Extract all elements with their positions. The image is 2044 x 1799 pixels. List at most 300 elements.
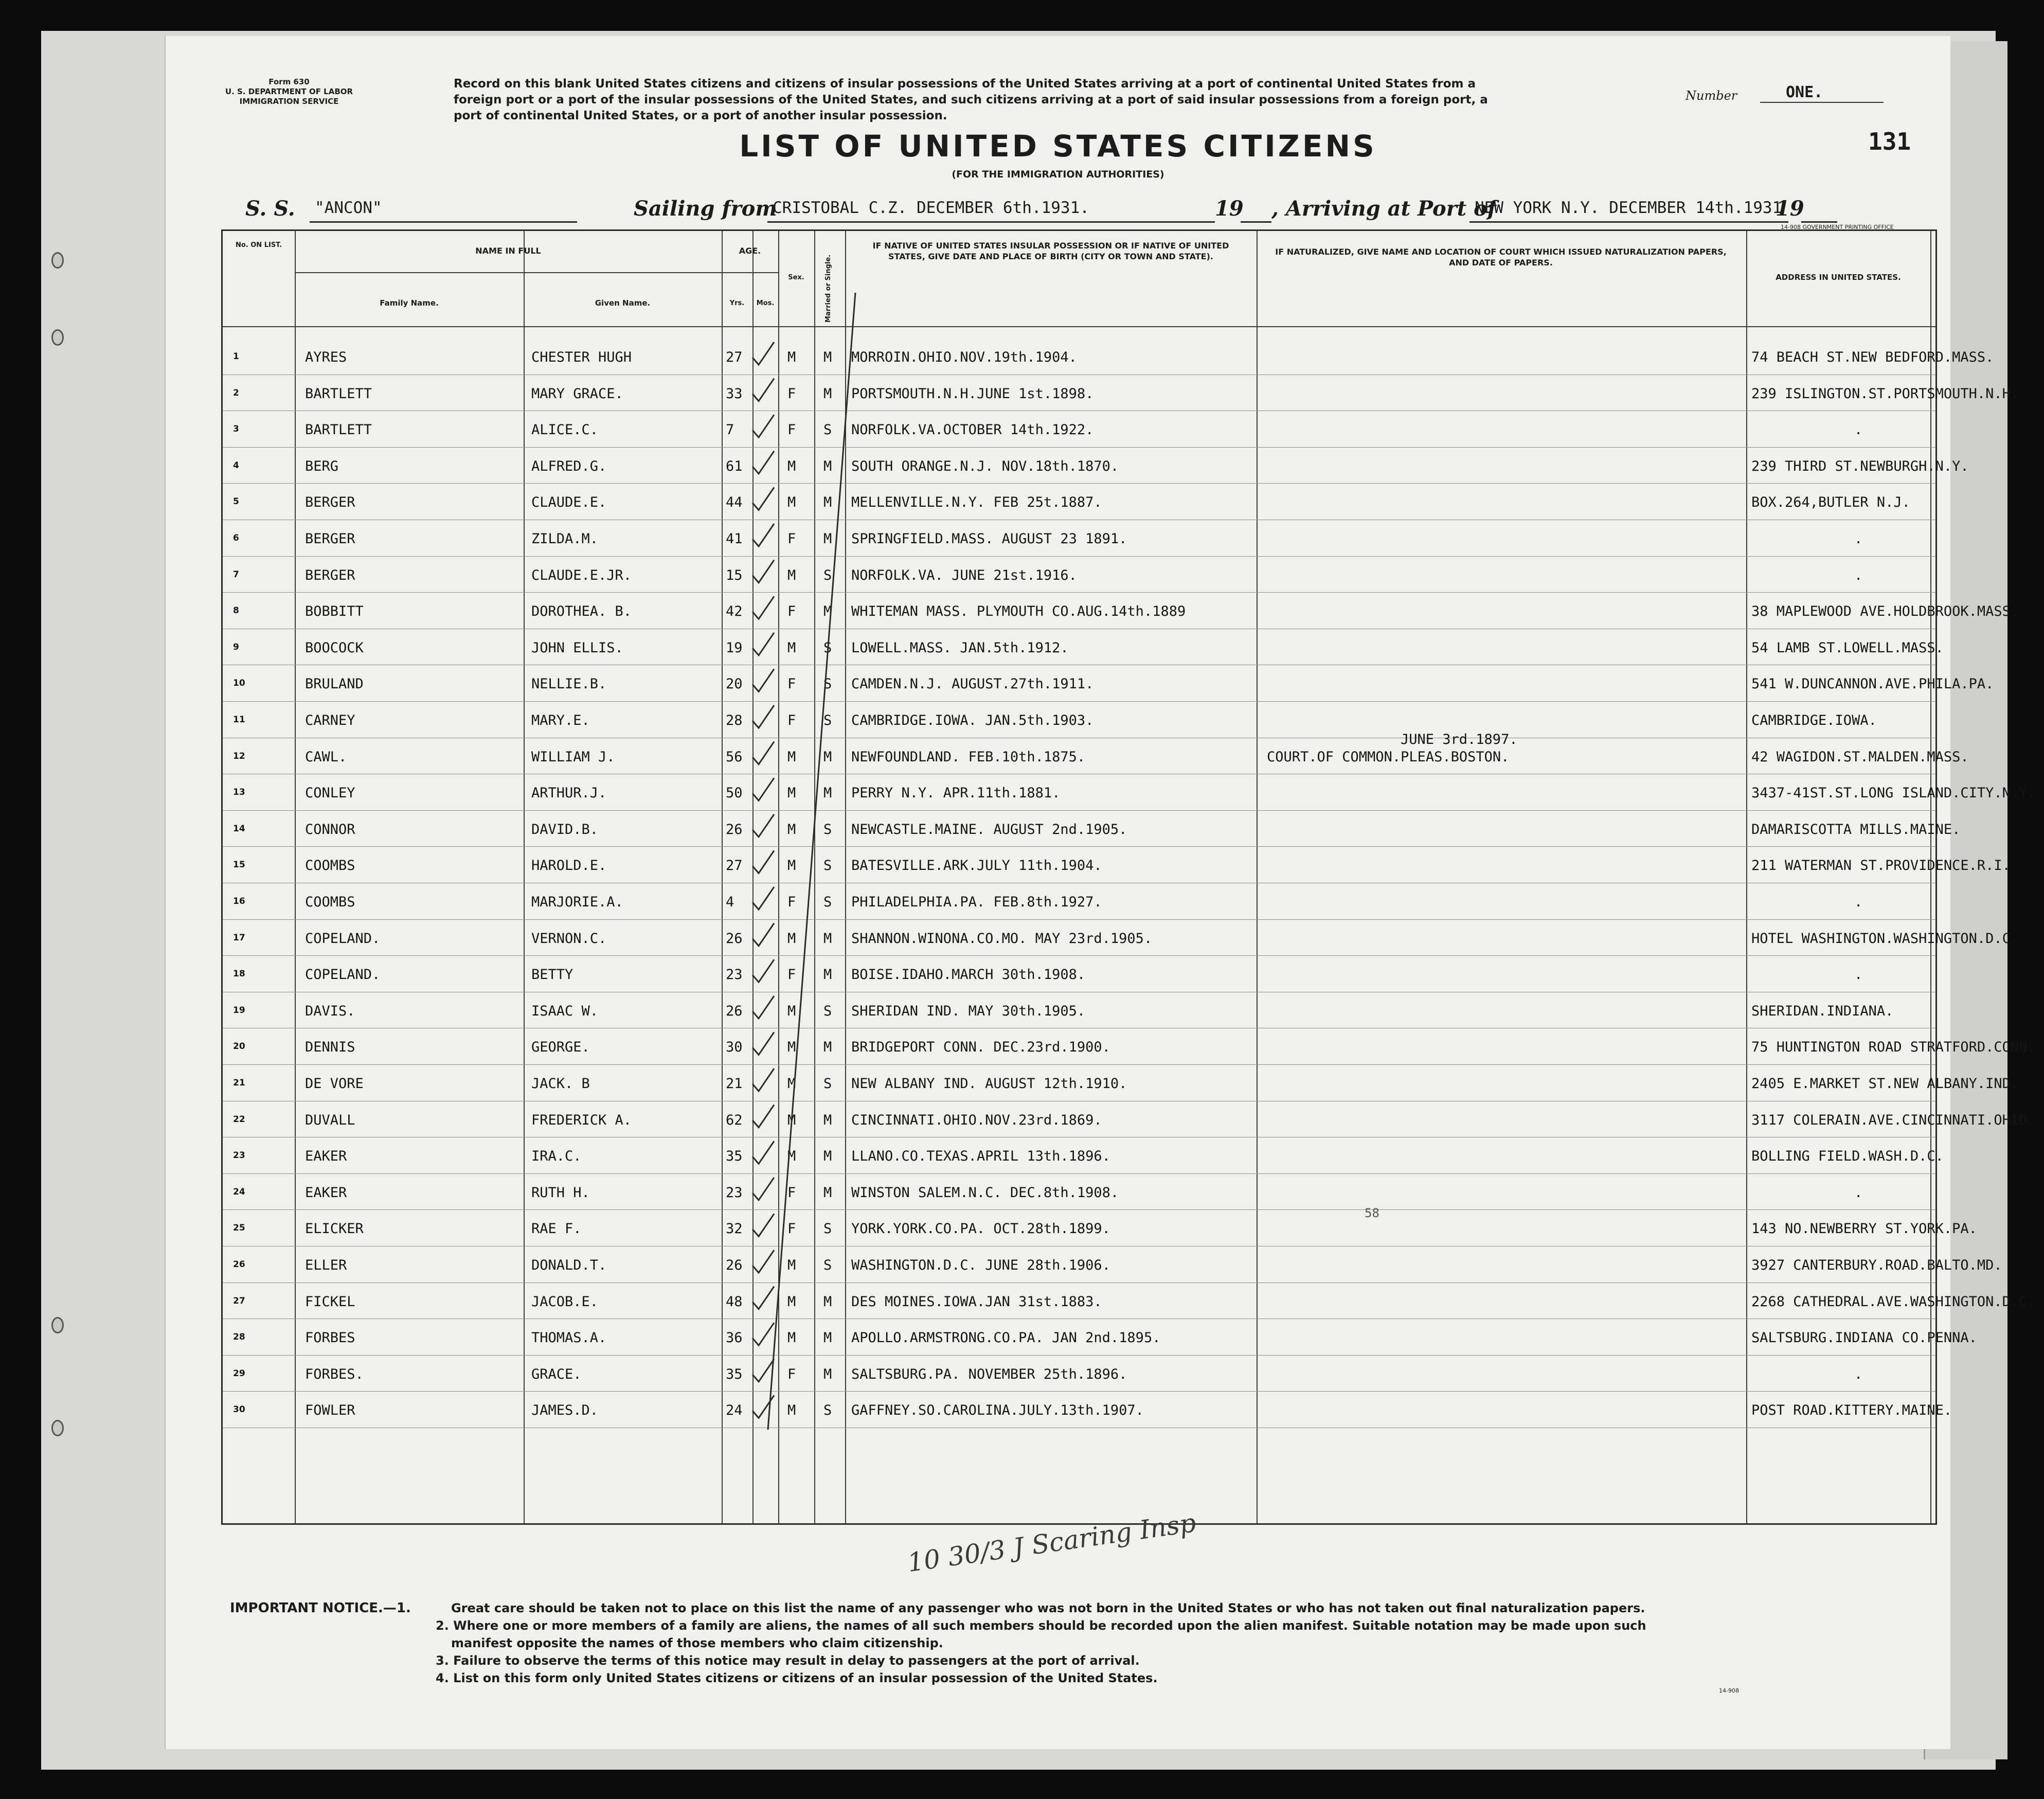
- page-subtitle: (FOR THE IMMIGRATION AUTHORITIES): [952, 169, 1164, 180]
- sex: F: [787, 1184, 796, 1201]
- table-row: [223, 956, 1935, 992]
- punch-hole: [51, 252, 64, 269]
- punch-hole: [51, 329, 64, 346]
- address: 541 W.DUNCANNON.AVE.PHILA.PA.: [1751, 676, 1994, 692]
- birth-place-date: SALTSBURG.PA. NOVEMBER 25th.1896.: [851, 1366, 1127, 1382]
- age-years: 4: [726, 894, 734, 910]
- table-row: [223, 993, 1935, 1029]
- sex: M: [787, 494, 796, 511]
- family-name: COPELAND.: [305, 967, 381, 983]
- age-years: 23: [726, 967, 743, 983]
- age-years: 30: [726, 1039, 743, 1056]
- address: .: [1854, 531, 1863, 547]
- marital-status: S: [823, 894, 832, 910]
- notice-item: 4. List on this form only United States citizens or citizens of an insular possession of the United States.: [436, 1671, 1158, 1685]
- birth-place-date: WHITEMAN MASS. PLYMOUTH CO.AUG.14th.1889: [851, 603, 1186, 620]
- birth-place-date: PHILADELPHIA.PA. FEB.8th.1927.: [851, 894, 1102, 910]
- birth-place-date: MORROIN.OHIO.NOV.19th.1904.: [851, 349, 1077, 365]
- marital-status: M: [823, 1148, 832, 1165]
- sex: M: [787, 930, 796, 947]
- marital-status: M: [823, 1184, 832, 1201]
- table-row: [223, 1392, 1952, 1428]
- family-name: BERGER: [305, 494, 355, 511]
- birth-place-date: NEWFOUNDLAND. FEB.10th.1875.: [851, 749, 1086, 765]
- header-address: ADDRESS IN UNITED STATES.: [1776, 273, 1901, 282]
- row-rule: [223, 955, 1935, 956]
- header-age: AGE.: [739, 246, 761, 256]
- row-number: 7: [233, 569, 239, 580]
- marital-status: S: [823, 821, 832, 838]
- birth-place-date: SPRINGFIELD.MASS. AUGUST 23 1891.: [851, 531, 1127, 547]
- table-row: [223, 1138, 1944, 1174]
- age-years: 26: [726, 930, 743, 947]
- family-name: CONLEY: [305, 785, 355, 801]
- row-number: 6: [233, 533, 239, 543]
- given-name: BETTY: [531, 967, 573, 983]
- given-name: NELLIE.B.: [531, 676, 607, 692]
- row-number: 18: [233, 969, 245, 979]
- row-number: 29: [233, 1368, 245, 1379]
- given-name: DAVID.B.: [531, 821, 599, 838]
- sex: F: [787, 531, 796, 547]
- table-row: [223, 1356, 1935, 1392]
- given-name: ARTHUR.J.: [531, 785, 607, 801]
- row-rule: [223, 810, 1935, 811]
- age-years: 41: [726, 531, 743, 547]
- birth-place-date: GAFFNEY.SO.CAROLINA.JULY.13th.1907.: [851, 1402, 1144, 1419]
- given-name: MARJORIE.A.: [531, 894, 623, 910]
- form-identifier: [212, 77, 366, 106]
- given-name: GEORGE.: [531, 1039, 590, 1056]
- form-number: Form 630: [268, 77, 310, 86]
- print-code: 14-908 GOVERNMENT PRINTING OFFICE: [1781, 224, 1894, 230]
- sex: M: [787, 1330, 796, 1346]
- row-number: 1: [233, 351, 239, 362]
- number-underline: [1760, 102, 1884, 103]
- family-name: COOMBS: [305, 894, 355, 910]
- header-marital: Married or Single.: [824, 254, 832, 323]
- family-name: ELICKER: [305, 1221, 364, 1237]
- row-number: 20: [233, 1041, 245, 1052]
- table-row: [223, 884, 1935, 920]
- sailing-from: CRISTOBAL C.Z. DECEMBER 6th.1931.: [773, 199, 1089, 217]
- sex: F: [787, 1221, 796, 1237]
- sex: F: [787, 894, 796, 910]
- given-name: RUTH H.: [531, 1184, 590, 1201]
- table-row: [223, 593, 2019, 629]
- sex: F: [787, 385, 796, 402]
- family-name: CAWL.: [305, 749, 347, 765]
- sailing-label: Sailing from: [634, 197, 777, 221]
- birth-place-date: NEWCASTLE.MAINE. AUGUST 2nd.1905.: [851, 821, 1127, 838]
- table-row: [223, 702, 1935, 738]
- given-name: GRACE.: [531, 1366, 582, 1382]
- family-name: BRULAND: [305, 676, 364, 692]
- family-name: DENNIS: [305, 1039, 355, 1056]
- address: .: [1854, 567, 1863, 583]
- birth-place-date: LLANO.CO.TEXAS.APRIL 13th.1896.: [851, 1148, 1110, 1165]
- header-yrs: Yrs.: [729, 299, 745, 307]
- row-rule: [223, 1391, 1935, 1392]
- table-row: [223, 557, 1935, 593]
- birth-place-date: NORFOLK.VA. JUNE 21st.1916.: [851, 567, 1077, 583]
- birth-place-date: CAMBRIDGE.IOWA. JAN.5th.1903.: [851, 713, 1094, 728]
- row-number: 3: [233, 424, 239, 435]
- sex: M: [787, 1076, 796, 1092]
- ship-name: "ANCON": [315, 199, 382, 217]
- table-row: [223, 731, 1969, 775]
- inspector-signature: 10 30/3 J Scaring Insp: [905, 1507, 1198, 1578]
- birth-place-date: MELLENVILLE.N.Y. FEB 25t.1887.: [851, 494, 1102, 511]
- address: 239 ISLINGTON.ST.PORTSMOUTH.N.H.: [1751, 385, 2019, 402]
- row-number: 10: [233, 678, 245, 689]
- family-name: EAKER: [305, 1184, 347, 1201]
- family-name: BARTLETT: [305, 385, 372, 402]
- given-name: VERNON.C.: [531, 930, 607, 947]
- family-name: CARNEY: [305, 713, 355, 728]
- header-birth: IF NATIVE OF UNITED STATES INSULAR POSSESSION OR IF NATIVE OF UNITED STATES, GIVE DATE AND PLACE OF BIRTH (CITY OR TOWN AND STATE).: [872, 241, 1229, 261]
- address: .: [1854, 894, 1863, 910]
- marital-status: S: [823, 1257, 832, 1273]
- marital-status: M: [823, 1330, 832, 1346]
- family-name: FORBES: [305, 1330, 355, 1346]
- row-rule: [223, 483, 1935, 484]
- address: 54 LAMB ST.LOWELL.MASS.: [1751, 639, 1944, 656]
- row-number: 25: [233, 1223, 245, 1234]
- age-years: 42: [726, 603, 743, 620]
- service: IMMIGRATION SERVICE: [239, 97, 339, 106]
- family-name: EAKER: [305, 1148, 347, 1165]
- age-years: 7: [726, 422, 734, 438]
- marital-status: S: [823, 1221, 832, 1237]
- row-rule: [223, 556, 1935, 557]
- row-rule: [223, 919, 1935, 920]
- sex: F: [787, 1366, 796, 1382]
- year-underline: [1801, 221, 1837, 223]
- sex: M: [787, 785, 796, 801]
- birth-place-date: SOUTH ORANGE.N.J. NOV.18th.1870.: [851, 458, 1119, 474]
- row-number: 5: [233, 496, 239, 507]
- notice-item: 2. Where one or more members of a family are aliens, the names of all such members should be recorded upon the alien manifest. Suitable notation may be made upon such: [436, 1618, 1646, 1633]
- birth-place-date: BRIDGEPORT CONN. DEC.23rd.1900.: [851, 1039, 1110, 1056]
- address: .: [1854, 967, 1863, 983]
- address: 3927 CANTERBURY.ROAD.BALTO.MD.: [1751, 1257, 2002, 1273]
- age-years: 27: [726, 349, 743, 365]
- table-row: [223, 666, 1994, 702]
- family-name: COOMBS: [305, 858, 355, 874]
- given-name: CLAUDE.E.JR.: [531, 567, 632, 583]
- age-years: 48: [726, 1293, 743, 1310]
- given-name: THOMAS.A.: [531, 1330, 607, 1346]
- row-number: 30: [233, 1404, 245, 1415]
- marital-status: M: [823, 1366, 832, 1382]
- birth-place-date: CAMDEN.N.J. AUGUST.27th.1911.: [851, 676, 1094, 692]
- age-years: 26: [726, 1003, 743, 1019]
- address: 2268 CATHEDRAL.AVE.WASHINGTON.D.C.: [1751, 1293, 2036, 1310]
- birth-place-date: WINSTON SALEM.N.C. DEC.8th.1908.: [851, 1184, 1119, 1201]
- family-name: BERGER: [305, 567, 355, 583]
- row-number: 8: [233, 605, 239, 616]
- address: SHERIDAN.INDIANA.: [1751, 1003, 1894, 1019]
- age-years: 50: [726, 785, 743, 801]
- row-rule: [223, 1355, 1935, 1356]
- department: U. S. DEPARTMENT OF LABOR: [225, 87, 353, 96]
- row-number: 11: [233, 715, 245, 725]
- age-years: 32: [726, 1221, 743, 1237]
- record-note-line: foreign port or a port of the insular possessions of the United States, and such citizens arriving at a port of said insular possessions from a foreign port, a: [454, 93, 1488, 106]
- address: POST ROAD.KITTERY.MAINE.: [1751, 1402, 1952, 1419]
- table-row: [223, 484, 1935, 520]
- age-years: 33: [726, 385, 743, 402]
- sex: M: [787, 1402, 796, 1419]
- marital-status: S: [823, 1076, 832, 1092]
- marital-status: M: [823, 749, 832, 765]
- family-name: CONNOR: [305, 821, 355, 838]
- sex: M: [787, 1112, 796, 1128]
- header-sex: Sex.: [788, 274, 804, 281]
- birth-place-date: SHANNON.WINONA.CO.MO. MAY 23rd.1905.: [851, 930, 1153, 947]
- header-subdivider: [295, 272, 722, 273]
- birth-place-date: LOWELL.MASS. JAN.5th.1912.: [851, 639, 1069, 656]
- ship-underline: [310, 221, 577, 223]
- address: BOX.264,BUTLER N.J.: [1751, 494, 1910, 511]
- address: 3437-41ST.ST.LONG ISLAND.CITY.N.Y.: [1751, 785, 2036, 801]
- table-row: [223, 920, 2019, 956]
- address: HOTEL WASHINGTON.WASHINGTON.D.C.: [1751, 930, 2019, 947]
- age-years: 15: [726, 567, 743, 583]
- given-name: IRA.C.: [531, 1148, 582, 1165]
- port-underline: [1469, 221, 1788, 223]
- address: BOLLING FIELD.WASH.D.C.: [1751, 1148, 1944, 1165]
- passenger-table: [221, 229, 2036, 1525]
- marital-status: S: [823, 567, 832, 583]
- marital-status: M: [823, 349, 832, 365]
- year-prefix: 19: [1776, 197, 1804, 221]
- marital-status: M: [823, 930, 832, 947]
- given-name: DONALD.T.: [531, 1257, 607, 1273]
- table-row: [223, 1320, 1977, 1356]
- notice-heading: IMPORTANT NOTICE.—1.: [230, 1600, 411, 1616]
- age-years: 21: [726, 1076, 743, 1092]
- table-row: [223, 811, 1961, 847]
- table-row: [223, 521, 1935, 557]
- row-number: 22: [233, 1114, 245, 1125]
- marital-status: M: [823, 1293, 832, 1310]
- row-number: 2: [233, 387, 239, 398]
- table-row: [223, 1065, 2019, 1101]
- family-name: BERG: [305, 458, 339, 474]
- row-number: 19: [233, 1005, 245, 1016]
- age-years: 44: [726, 494, 743, 511]
- table-row: [223, 847, 2011, 883]
- sex: M: [787, 1148, 796, 1165]
- given-name: ALFRED.G.: [531, 458, 607, 474]
- sex: F: [787, 967, 796, 983]
- row-number: 23: [233, 1150, 245, 1161]
- table-row: [223, 775, 2036, 811]
- page-title: LIST OF UNITED STATES CITIZENS: [739, 129, 1377, 164]
- address: .: [1854, 1366, 1863, 1382]
- table-row: [223, 339, 1994, 375]
- family-name: ELLER: [305, 1257, 347, 1273]
- sex: M: [787, 1257, 796, 1273]
- age-years: 26: [726, 1257, 743, 1273]
- age-years: 62: [726, 1112, 743, 1128]
- table-row: [223, 1247, 2002, 1283]
- birth-place-date: WASHINGTON.D.C. JUNE 28th.1906.: [851, 1257, 1110, 1273]
- number-value: ONE.: [1786, 83, 1823, 101]
- given-name: MARY.E.: [531, 713, 590, 728]
- record-instructions: [454, 76, 1770, 124]
- year-prefix: 19: [1215, 197, 1244, 221]
- naturalization-court: COURT.OF COMMON.PLEAS.BOSTON.: [1267, 749, 1510, 765]
- row-number: 4: [233, 460, 239, 471]
- address: 74 BEACH ST.NEW BEDFORD.MASS.: [1751, 349, 1994, 365]
- header-divider: [223, 326, 1935, 327]
- sex: F: [787, 603, 796, 620]
- age-years: 28: [726, 713, 743, 728]
- age-years: 56: [726, 749, 743, 765]
- row-number: 27: [233, 1295, 245, 1306]
- row-number: 26: [233, 1259, 245, 1270]
- number-label: Number: [1686, 88, 1737, 103]
- table-row: [223, 412, 1935, 448]
- birth-place-date: NORFOLK.VA.OCTOBER 14th.1922.: [851, 422, 1094, 438]
- birth-place-date: APOLLO.ARMSTRONG.CO.PA. JAN 2nd.1895.: [851, 1330, 1161, 1346]
- stray-mark: 58: [1365, 1206, 1379, 1220]
- sex: M: [787, 639, 796, 656]
- given-name: WILLIAM J.: [531, 749, 615, 765]
- marital-status: M: [823, 1112, 832, 1128]
- address: 38 MAPLEWOOD AVE.HOLDBROOK.MASS.: [1751, 603, 2019, 620]
- row-rule: [223, 1173, 1935, 1174]
- address: 211 WATERMAN ST.PROVIDENCE.R.I.: [1751, 858, 2011, 874]
- punch-hole: [51, 1317, 64, 1333]
- given-name: CHESTER HUGH: [531, 349, 632, 365]
- birth-place-date: PERRY N.Y. APR.11th.1881.: [851, 785, 1061, 801]
- age-years: 19: [726, 639, 743, 656]
- family-name: FICKEL: [305, 1293, 355, 1310]
- family-name: BOBBITT: [305, 603, 364, 620]
- birth-place-date: YORK.YORK.CO.PA. OCT.28th.1899.: [851, 1221, 1110, 1237]
- table-row: [223, 1210, 1977, 1246]
- family-name: FORBES.: [305, 1366, 364, 1382]
- table-row: [223, 1029, 2036, 1065]
- given-name: ALICE.C.: [531, 422, 599, 438]
- given-name: ISAAC W.: [531, 1003, 599, 1019]
- birth-place-date: NEW ALBANY IND. AUGUST 12th.1910.: [851, 1076, 1127, 1092]
- sex: F: [787, 422, 796, 438]
- row-number: 16: [233, 896, 245, 906]
- table-row: [223, 376, 2019, 412]
- header-naturalized: IF NATURALIZED, GIVE NAME AND LOCATION OF COURT WHICH ISSUED NATURALIZATION PAPERS, AND DATE OF PAPERS.: [1275, 247, 1727, 268]
- given-name: CLAUDE.E.: [531, 494, 607, 511]
- address: DAMARISCOTTA MILLS.MAINE.: [1751, 821, 1961, 838]
- address: CAMBRIDGE.IOWA.: [1751, 713, 1877, 728]
- family-name: AYRES: [305, 349, 347, 365]
- punch-hole: [51, 1420, 64, 1436]
- table-row: [223, 1284, 2036, 1320]
- row-rule: [223, 1209, 1935, 1210]
- header-mos: Mos.: [756, 299, 775, 307]
- row-number: 15: [233, 860, 245, 870]
- marital-status: S: [823, 713, 832, 728]
- birth-place-date: BOISE.IDAHO.MARCH 30th.1908.: [851, 967, 1086, 983]
- sailing-underline: [767, 221, 1215, 223]
- year-underline: [1241, 221, 1271, 223]
- age-years: 26: [726, 821, 743, 838]
- page-stamp: 131: [1868, 128, 1911, 155]
- header-name-group: NAME IN FULL: [475, 246, 541, 256]
- address: SALTSBURG.INDIANA CO.PENNA.: [1751, 1330, 1977, 1346]
- header-subdivider: [722, 272, 778, 273]
- row-number: 9: [233, 642, 239, 652]
- marital-status: S: [823, 639, 832, 656]
- row-number: 21: [233, 1078, 245, 1088]
- row-rule: [223, 1064, 1935, 1065]
- notice-print-code: 14-908: [1719, 1687, 1739, 1694]
- family-name: BARTLETT: [305, 422, 372, 438]
- row-number: 28: [233, 1332, 245, 1343]
- notice-item: manifest opposite the names of those members who claim citizenship.: [451, 1636, 943, 1650]
- family-name: BERGER: [305, 531, 355, 547]
- sex: M: [787, 749, 796, 765]
- age-years: 23: [726, 1184, 743, 1201]
- marital-status: S: [823, 1003, 832, 1019]
- table-row: [223, 1174, 1935, 1210]
- voyage-line: [166, 190, 1950, 231]
- header-family: Family Name.: [380, 298, 439, 308]
- sex: M: [787, 567, 796, 583]
- age-years: 24: [726, 1402, 743, 1419]
- table-row: [223, 1102, 2036, 1138]
- marital-status: S: [823, 422, 832, 438]
- family-name: FOWLER: [305, 1402, 355, 1419]
- ss-label: S. S.: [245, 197, 295, 221]
- sex: M: [787, 349, 796, 365]
- age-years: 35: [726, 1366, 743, 1382]
- given-name: HAROLD.E.: [531, 858, 607, 874]
- row-number: 17: [233, 932, 245, 943]
- given-name: JACK. B: [531, 1076, 590, 1092]
- table-row: [223, 448, 1969, 484]
- marital-status: M: [823, 1039, 832, 1056]
- address: 42 WAGIDON.ST.MALDEN.MASS.: [1751, 749, 1969, 765]
- row-number: 14: [233, 823, 245, 834]
- given-name: ZILDA.M.: [531, 531, 599, 547]
- address: .: [1854, 1184, 1863, 1201]
- sex: M: [787, 858, 796, 874]
- row-number: 24: [233, 1186, 245, 1197]
- given-name: DOROTHEA. B.: [531, 603, 632, 620]
- sex: M: [787, 1003, 796, 1019]
- address: 2405 E.MARKET ST.NEW ALBANY.IND.: [1751, 1076, 2019, 1092]
- arriving-port: NEW YORK N.Y. DECEMBER 14th.1931: [1475, 199, 1782, 217]
- address: 75 HUNTINGTON ROAD STRATFORD.CONN.: [1751, 1039, 2036, 1056]
- row-rule: [223, 592, 1935, 593]
- sex: M: [787, 821, 796, 838]
- row-rule: [223, 447, 1935, 448]
- manifest-sheet: [165, 36, 2036, 1749]
- record-note-line: Record on this blank United States citizens and citizens of insular possessions of the United States arriving at a port of continental United States from a: [454, 77, 1476, 91]
- notice-item: Great care should be taken not to place on this list the name of any passenger who was not born in the United States or who has not taken out final naturalization papers.: [451, 1601, 1645, 1615]
- sex: F: [787, 676, 796, 692]
- given-name: JACOB.E.: [531, 1293, 599, 1310]
- record-note-line: port of continental United States, or a port of another insular possession.: [454, 109, 947, 122]
- sex: M: [787, 458, 796, 474]
- age-years: 36: [726, 1330, 743, 1346]
- given-name: JOHN ELLIS.: [531, 639, 623, 656]
